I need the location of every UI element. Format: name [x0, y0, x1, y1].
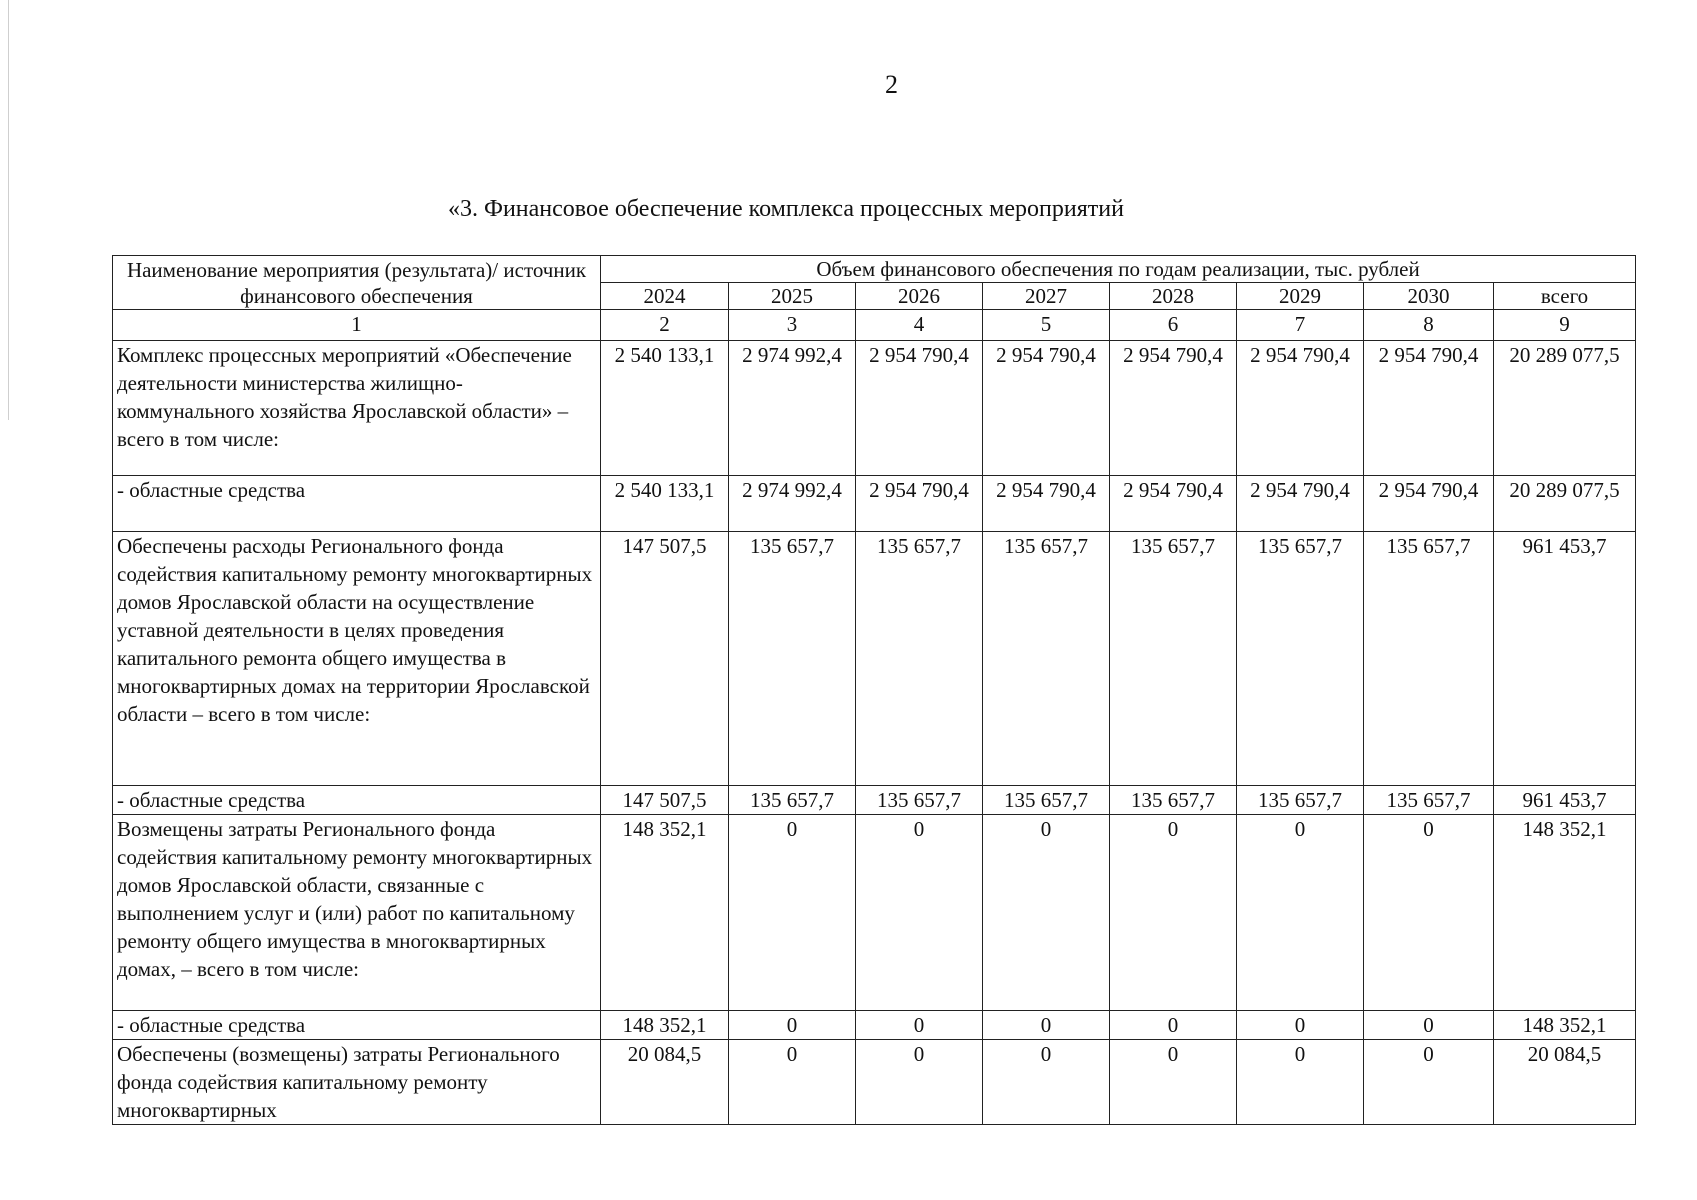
value-cell: 0	[1110, 1011, 1237, 1040]
table-row	[113, 476, 1636, 532]
table-row	[113, 786, 1636, 815]
year-header: 2028	[1110, 283, 1237, 310]
value-cell: 2 954 790,4	[1364, 341, 1494, 476]
year-header: 2026	[856, 283, 983, 310]
total-cell: 20 289 077,5	[1494, 476, 1636, 532]
year-header: 2024	[601, 283, 729, 310]
table-row	[113, 1011, 1636, 1040]
column-number-row	[113, 310, 1636, 341]
table-row	[113, 1040, 1636, 1125]
value-cell: 135 657,7	[856, 786, 983, 815]
value-cell: 135 657,7	[729, 532, 856, 786]
value-cell: 2 954 790,4	[1364, 476, 1494, 532]
column-number: 8	[1364, 310, 1494, 341]
total-cell: 20 289 077,5	[1494, 341, 1636, 476]
value-cell: 2 974 992,4	[729, 476, 856, 532]
row-name: Обеспечены расходы Регионального фонда содействия капитальному ремонту многоквартирных домов Ярославской области на осуществление уставной деятельности в целях проведения капитального ремонта общего имущества в многоквартирных домах на территории Ярославской области – всего в том числе:	[113, 532, 601, 786]
value-cell: 2 954 790,4	[983, 341, 1110, 476]
document-title: «3. Финансовое обеспечение комплекса процессных мероприятий	[448, 196, 1124, 222]
value-cell: 0	[1364, 1011, 1494, 1040]
total-cell: 148 352,1	[1494, 815, 1636, 1011]
column-number: 7	[1237, 310, 1364, 341]
value-cell: 148 352,1	[601, 815, 729, 1011]
value-cell: 0	[729, 1040, 856, 1125]
value-cell: 0	[1237, 815, 1364, 1011]
header-volume-cell: Объем финансового обеспечения по годам реализации, тыс. рублей	[601, 256, 1636, 283]
value-cell: 2 540 133,1	[601, 341, 729, 476]
total-cell: 961 453,7	[1494, 532, 1636, 786]
column-number: 3	[729, 310, 856, 341]
value-cell: 2 954 790,4	[983, 476, 1110, 532]
year-header: 2029	[1237, 283, 1364, 310]
value-cell: 2 954 790,4	[1237, 341, 1364, 476]
value-cell: 135 657,7	[983, 532, 1110, 786]
table-row	[113, 532, 1636, 786]
value-cell: 2 954 790,4	[856, 476, 983, 532]
value-cell: 0	[983, 1011, 1110, 1040]
value-cell: 0	[856, 1011, 983, 1040]
column-number: 2	[601, 310, 729, 341]
value-cell: 147 507,5	[601, 786, 729, 815]
value-cell: 0	[856, 1040, 983, 1125]
value-cell: 135 657,7	[1110, 532, 1237, 786]
value-cell: 0	[983, 1040, 1110, 1125]
value-cell: 135 657,7	[1364, 532, 1494, 786]
year-header: 2030	[1364, 283, 1494, 310]
row-name: Возмещены затраты Регионального фонда содействия капитальному ремонту многоквартирных домов Ярославской области, связанные с выполнением услуг и (или) работ по капитальному ремонту общего имущества в многоквартирных домах, – всего в том числе:	[113, 815, 601, 1011]
row-name: Обеспечены (возмещены) затраты Регионального фонда содействия капитальному ремонту многоквартирных	[113, 1040, 601, 1125]
financing-table	[112, 255, 1636, 1125]
value-cell: 135 657,7	[729, 786, 856, 815]
value-cell: 135 657,7	[1237, 532, 1364, 786]
value-cell: 0	[729, 1011, 856, 1040]
total-cell: 148 352,1	[1494, 1011, 1636, 1040]
table-row	[113, 341, 1636, 476]
value-cell: 2 954 790,4	[1110, 476, 1237, 532]
value-cell: 2 974 992,4	[729, 341, 856, 476]
value-cell: 135 657,7	[1237, 786, 1364, 815]
value-cell: 135 657,7	[1364, 786, 1494, 815]
column-number: 5	[983, 310, 1110, 341]
row-name: Комплекс процессных мероприятий «Обеспечение деятельности министерства жилищно-коммунального хозяйства Ярославской области» – всего в том числе:	[113, 341, 601, 476]
value-cell: 0	[983, 815, 1110, 1011]
value-cell: 0	[1237, 1011, 1364, 1040]
value-cell: 135 657,7	[856, 532, 983, 786]
year-header: 2027	[983, 283, 1110, 310]
value-cell: 147 507,5	[601, 532, 729, 786]
value-cell: 135 657,7	[1110, 786, 1237, 815]
value-cell: 135 657,7	[983, 786, 1110, 815]
header-name-cell: Наименование мероприятия (результата)/ источник финансового обеспечения	[113, 256, 601, 310]
header-row-1	[113, 256, 1636, 283]
value-cell: 0	[1364, 815, 1494, 1011]
page-number: 2	[885, 70, 898, 99]
value-cell: 2 954 790,4	[1110, 341, 1237, 476]
table-row	[113, 815, 1636, 1011]
value-cell: 2 954 790,4	[856, 341, 983, 476]
value-cell: 0	[1364, 1040, 1494, 1125]
value-cell: 20 084,5	[601, 1040, 729, 1125]
value-cell: 148 352,1	[601, 1011, 729, 1040]
value-cell: 0	[1237, 1040, 1364, 1125]
year-header: 2025	[729, 283, 856, 310]
row-name: - областные средства	[113, 786, 601, 815]
value-cell: 0	[1110, 1040, 1237, 1125]
total-cell: 961 453,7	[1494, 786, 1636, 815]
column-number: 1	[113, 310, 601, 341]
scan-edge	[8, 0, 9, 420]
value-cell: 0	[729, 815, 856, 1011]
column-number: 9	[1494, 310, 1636, 341]
column-number: 6	[1110, 310, 1237, 341]
total-cell: 20 084,5	[1494, 1040, 1636, 1125]
row-name: - областные средства	[113, 1011, 601, 1040]
column-number: 4	[856, 310, 983, 341]
value-cell: 2 540 133,1	[601, 476, 729, 532]
value-cell: 2 954 790,4	[1237, 476, 1364, 532]
row-name: - областные средства	[113, 476, 601, 532]
total-header: всего	[1494, 283, 1636, 310]
value-cell: 0	[1110, 815, 1237, 1011]
value-cell: 0	[856, 815, 983, 1011]
